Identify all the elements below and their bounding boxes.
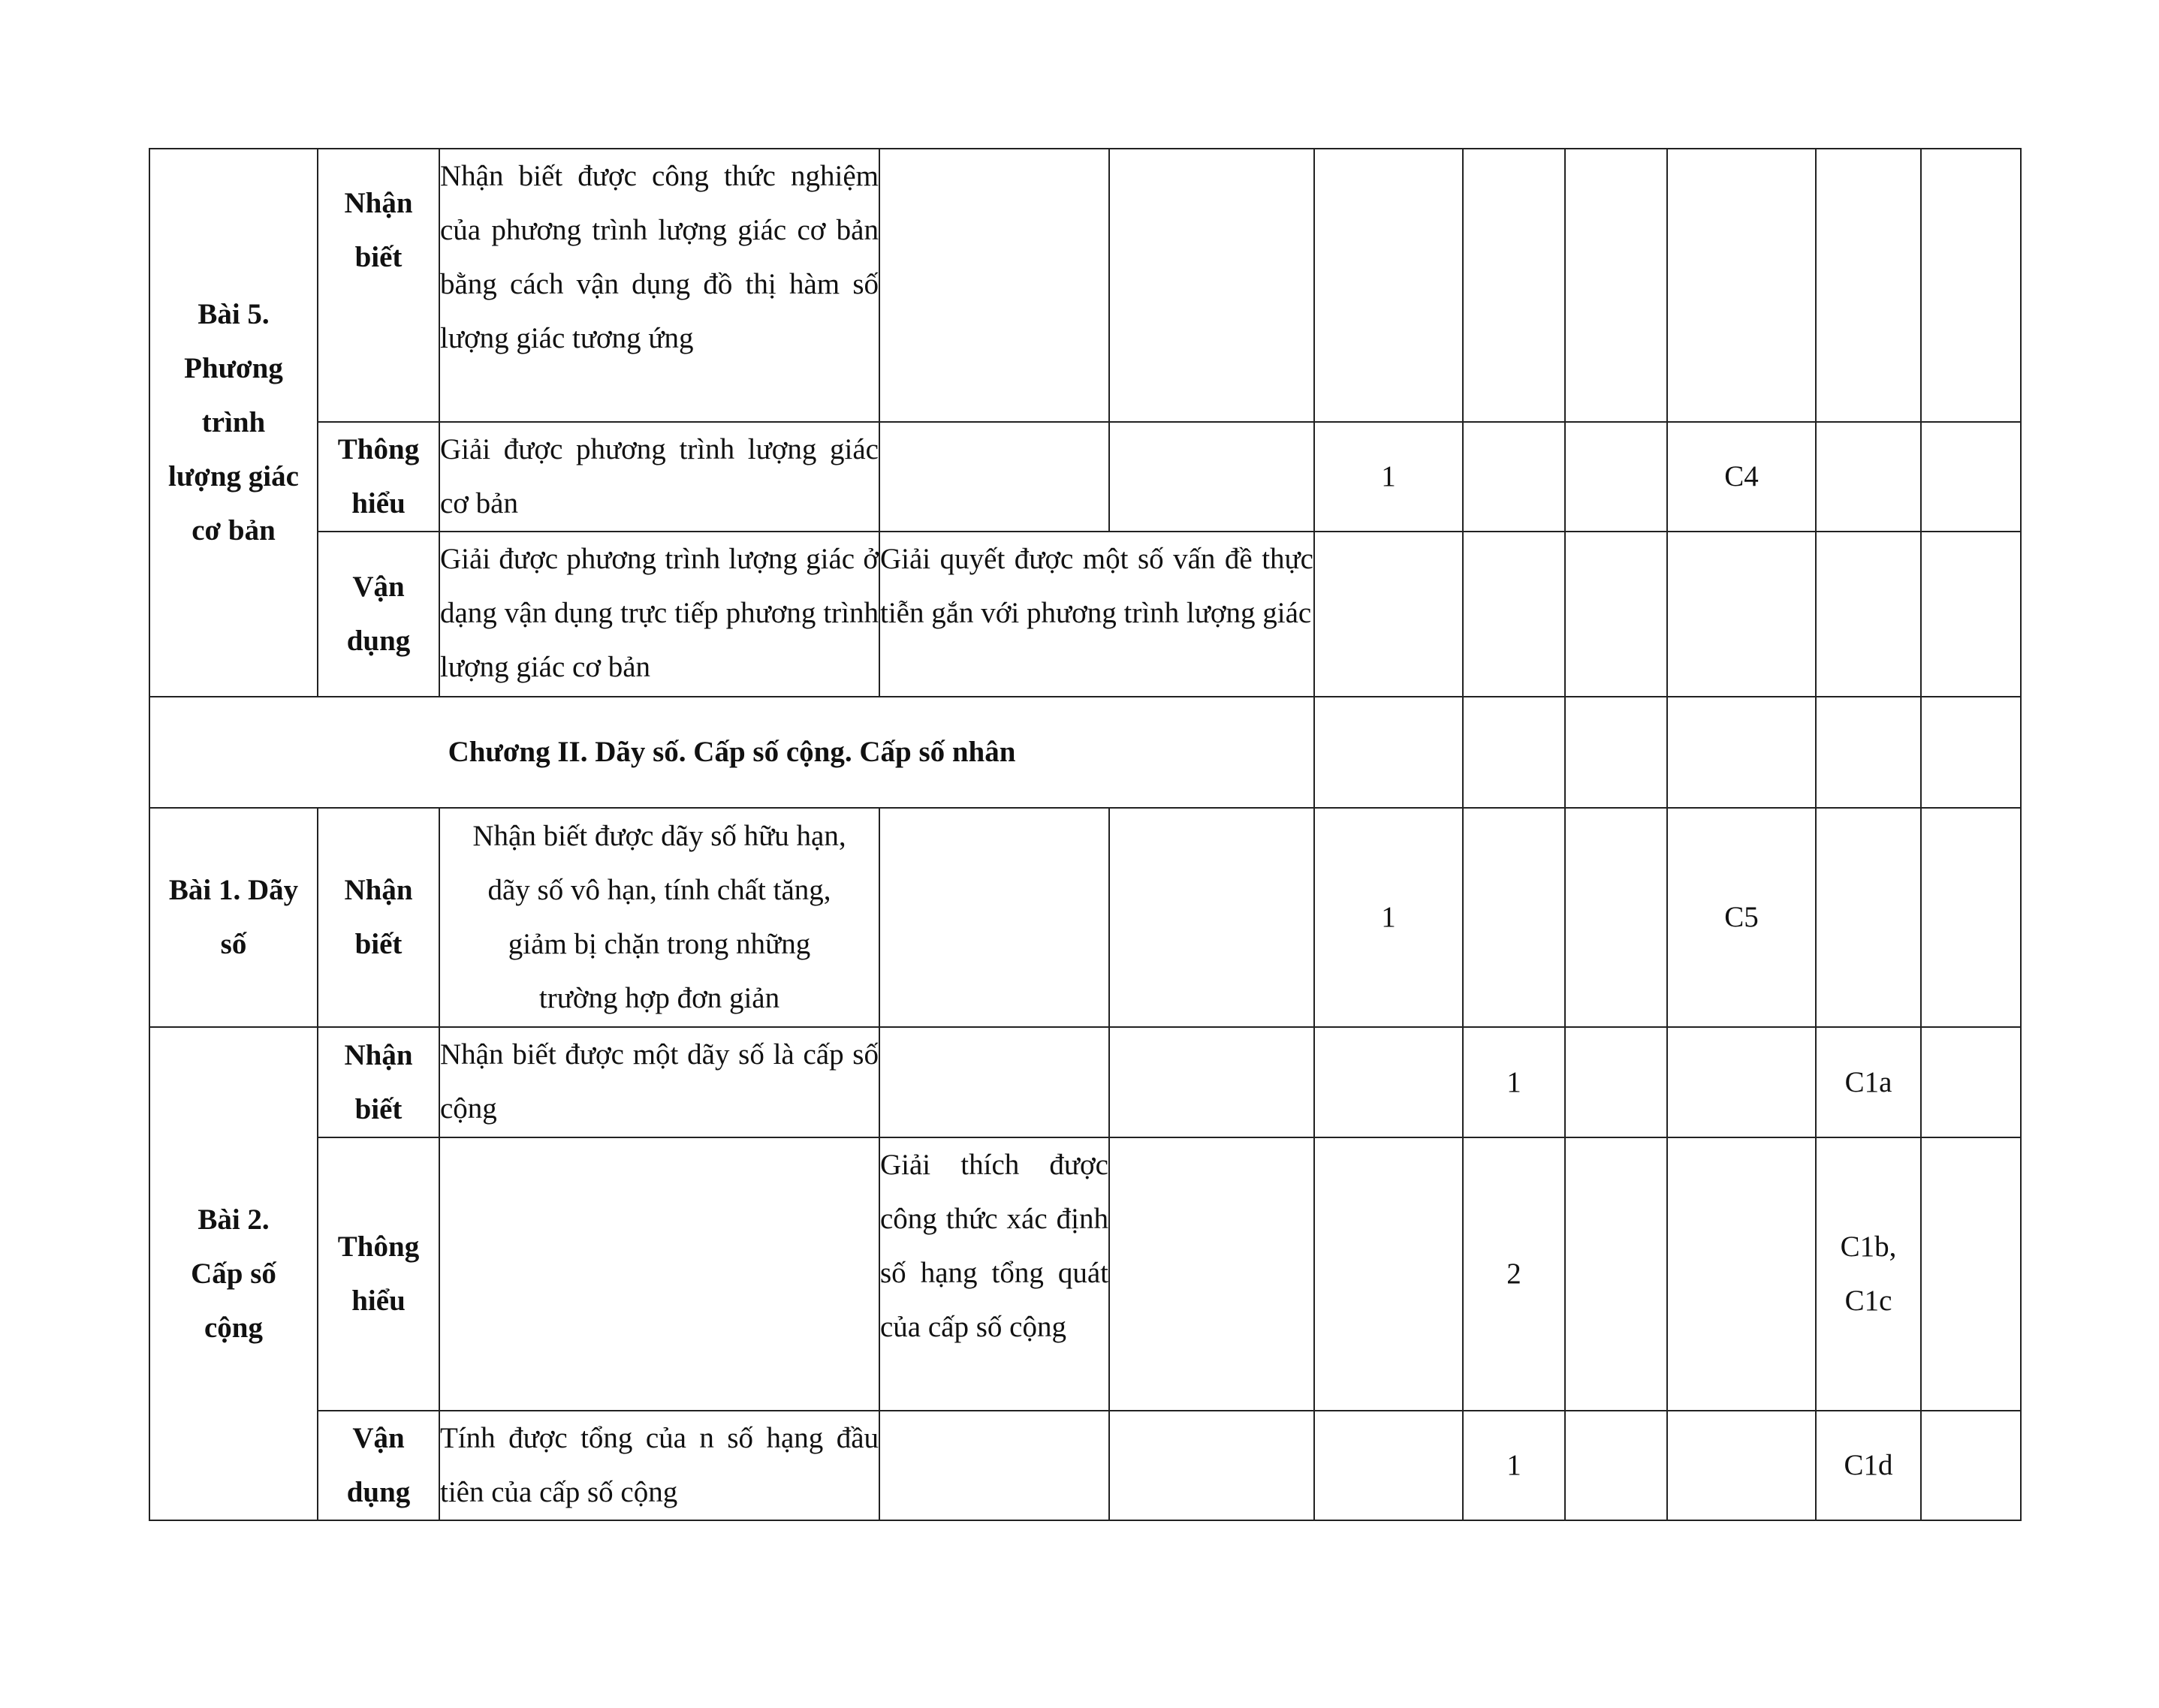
- level-van-dung: Vận dụng: [318, 1411, 439, 1520]
- empty-cell: [1109, 1137, 1314, 1411]
- empty-cell: [1921, 1411, 2021, 1520]
- empty-cell: [1921, 422, 2021, 532]
- table-row: [149, 422, 2021, 532]
- empty-cell: [1463, 422, 1565, 532]
- empty-cell: [1463, 697, 1565, 808]
- empty-cell: [1565, 1027, 1667, 1137]
- empty-cell: [1109, 149, 1314, 422]
- table-row: [149, 149, 2021, 422]
- question-count: 1: [1314, 808, 1463, 1027]
- table-row: [149, 697, 2021, 808]
- empty-cell: [1921, 532, 2021, 697]
- empty-cell: [1816, 697, 1921, 808]
- empty-cell: [879, 422, 1109, 532]
- empty-cell: [1921, 808, 2021, 1027]
- empty-cell: [439, 1137, 879, 1411]
- empty-cell: [879, 808, 1109, 1027]
- empty-cell: [1667, 1411, 1816, 1520]
- table-row: [149, 1411, 2021, 1520]
- empty-cell: [1565, 149, 1667, 422]
- empty-cell: [1816, 422, 1921, 532]
- empty-cell: [1565, 532, 1667, 697]
- empty-cell: [1565, 808, 1667, 1027]
- empty-cell: [1565, 1411, 1667, 1520]
- empty-cell: [879, 1027, 1109, 1137]
- empty-cell: [1109, 1027, 1314, 1137]
- table-row: [149, 1027, 2021, 1137]
- question-code: C1d: [1816, 1411, 1921, 1520]
- requirement-text: Nhận biết được dãy số hữu hạn, dãy số vô hạn, tính chất tăng, giảm bị chặn trong những trường hợp đơn giản: [439, 808, 879, 1027]
- chapter-heading: Chương II. Dãy số. Cấp số cộng. Cấp số nhân: [149, 697, 1314, 808]
- assessment-matrix-table: [149, 148, 2022, 1521]
- empty-cell: [1921, 1137, 2021, 1411]
- table-row: [149, 1137, 2021, 1411]
- requirement-text: Giải được phương trình lượng giác cơ bản: [439, 422, 879, 532]
- empty-cell: [1109, 422, 1314, 532]
- level-van-dung: Vận dụng: [318, 532, 439, 697]
- question-count: 1: [1463, 1027, 1565, 1137]
- requirement-text-high: Giải quyết được một số vấn đề thực tiễn gắn với phương trình lượng giác: [879, 532, 1314, 697]
- level-nhan-biet: Nhận biết: [318, 149, 439, 422]
- empty-cell: [1667, 149, 1816, 422]
- question-code: C5: [1667, 808, 1816, 1027]
- level-nhan-biet: Nhận biết: [318, 1027, 439, 1137]
- empty-cell: [1463, 149, 1565, 422]
- empty-cell: [1565, 697, 1667, 808]
- requirement-text: Giải được phương trình lượng giác ở dạng vận dụng trực tiếp phương trình lượng giác cơ bản: [439, 532, 879, 697]
- lesson-title-bai2: Bài 2. Cấp số cộng: [149, 1027, 318, 1520]
- empty-cell: [879, 149, 1109, 422]
- table-row: [149, 532, 2021, 697]
- empty-cell: [1109, 1411, 1314, 1520]
- question-count: 1: [1314, 422, 1463, 532]
- lesson-title-bai5: Bài 5. Phương trình lượng giác cơ bản: [149, 149, 318, 697]
- empty-cell: [1667, 532, 1816, 697]
- empty-cell: [1314, 149, 1463, 422]
- empty-cell: [1921, 1027, 2021, 1137]
- empty-cell: [1667, 697, 1816, 808]
- empty-cell: [1921, 149, 2021, 422]
- question-count: 1: [1463, 1411, 1565, 1520]
- empty-cell: [1314, 1027, 1463, 1137]
- lesson-title-bai1: Bài 1. Dãy số: [149, 808, 318, 1027]
- level-thong-hieu: Thông hiểu: [318, 1137, 439, 1411]
- empty-cell: [1463, 532, 1565, 697]
- empty-cell: [879, 1411, 1109, 1520]
- question-code: C1a: [1816, 1027, 1921, 1137]
- empty-cell: [1314, 1411, 1463, 1520]
- empty-cell: [1314, 532, 1463, 697]
- requirement-text: Nhận biết được công thức nghiệm của phương trình lượng giác cơ bản bằng cách vận dụng đồ thị hàm số lượng giác tương ứng: [439, 149, 879, 422]
- empty-cell: [1109, 808, 1314, 1027]
- level-nhan-biet: Nhận biết: [318, 808, 439, 1027]
- question-code: C1b, C1c: [1816, 1137, 1921, 1411]
- requirement-text: Giải thích được công thức xác định số hạng tổng quát của cấp số cộng: [879, 1137, 1109, 1411]
- empty-cell: [1314, 697, 1463, 808]
- question-count: 2: [1463, 1137, 1565, 1411]
- requirement-text: Nhận biết được một dãy số là cấp số cộng: [439, 1027, 879, 1137]
- empty-cell: [1667, 1137, 1816, 1411]
- question-code: C4: [1667, 422, 1816, 532]
- empty-cell: [1816, 532, 1921, 697]
- empty-cell: [1463, 808, 1565, 1027]
- table-row: [149, 808, 2021, 1027]
- empty-cell: [1565, 1137, 1667, 1411]
- requirement-text: Tính được tổng của n số hạng đầu tiên của cấp số cộng: [439, 1411, 879, 1520]
- empty-cell: [1314, 1137, 1463, 1411]
- empty-cell: [1921, 697, 2021, 808]
- empty-cell: [1816, 808, 1921, 1027]
- level-thong-hieu: Thông hiểu: [318, 422, 439, 532]
- empty-cell: [1565, 422, 1667, 532]
- empty-cell: [1816, 149, 1921, 422]
- empty-cell: [1667, 1027, 1816, 1137]
